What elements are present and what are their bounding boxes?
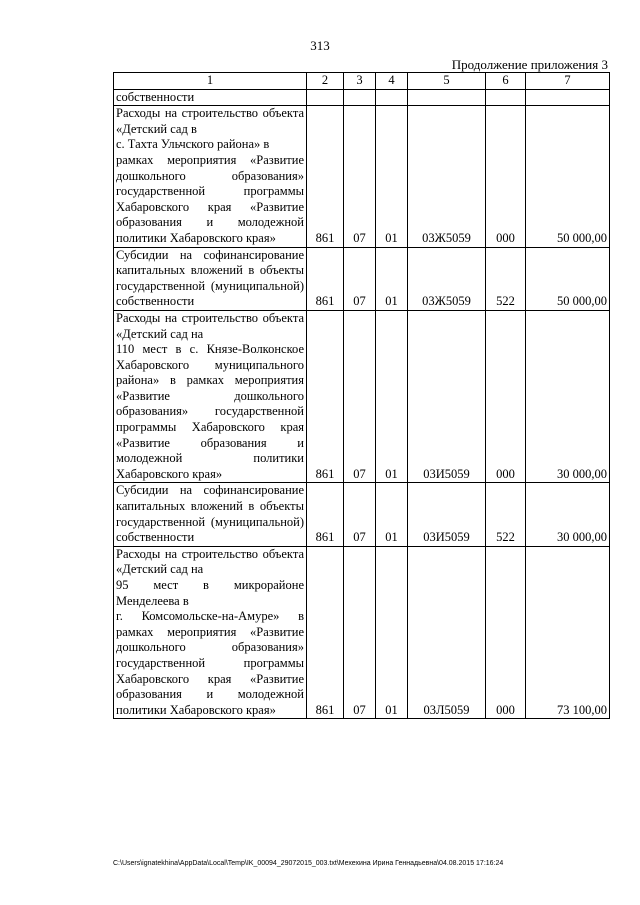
description-line: Субсидии на софинансирование капитальных вложений в объекты государственной (муниципальной) собственности — [116, 483, 304, 545]
table-row — [114, 310, 610, 483]
description-line: 110 мест в с. Князе-Волконское Хабаровского муниципального района» в рамках мероприятия «Развитие дошкольного образования» государственной программы Хабаровского края «Развитие образования и молодежной политики Хабаровского края» — [116, 342, 304, 481]
section-code — [344, 89, 376, 106]
amount: 73 100,00 — [526, 546, 610, 719]
table-row — [114, 247, 610, 310]
section-code: 07 — [344, 483, 376, 546]
description-line: Субсидии на софинансирование капитальных вложений в объекты государственной (муниципальной) собственности — [116, 247, 304, 309]
expense-type-code — [486, 89, 526, 106]
description-line: г. Комсомольске-на-Амуре» в рамках мероприятия «Развитие дошкольного образования» государственной программы Хабаровского края «Развитие образования и молодежной политики Хабаровского края» — [116, 609, 304, 717]
ministry-code: 861 — [307, 247, 344, 310]
expense-type-code: 000 — [486, 546, 526, 719]
target-article-code: 03Ж5059 — [408, 247, 486, 310]
table-body — [114, 73, 610, 719]
amount — [526, 89, 610, 106]
table-row — [114, 106, 610, 247]
section-code: 07 — [344, 310, 376, 483]
column-header: 1 — [114, 73, 307, 90]
row-description — [114, 310, 307, 483]
page-number: 313 — [310, 38, 330, 53]
table-row — [114, 546, 610, 719]
description-line: 95 мест в микрорайоне Менделеева в — [116, 578, 304, 608]
ministry-code: 861 — [307, 106, 344, 247]
budget-table — [113, 72, 610, 719]
table-header-row — [114, 73, 610, 90]
column-header: 7 — [526, 73, 610, 90]
section-code: 07 — [344, 106, 376, 247]
ministry-code: 861 — [307, 310, 344, 483]
description-line: Расходы на строительство объекта «Детский сад на — [116, 546, 304, 577]
column-header: 3 — [344, 73, 376, 90]
amount: 30 000,00 — [526, 483, 610, 546]
subsection-code: 01 — [376, 247, 408, 310]
row-description — [114, 483, 307, 546]
row-description — [114, 546, 307, 719]
description-line: Расходы на строительство объекта «Детский сад в — [116, 106, 304, 136]
description-line: с. Тахта Ульчского района» в — [116, 137, 270, 152]
expense-type-code: 000 — [486, 310, 526, 483]
column-header: 2 — [307, 73, 344, 90]
target-article-code: 03Л5059 — [408, 546, 486, 719]
expense-type-code: 000 — [486, 106, 526, 247]
expense-type-code: 522 — [486, 247, 526, 310]
subsection-code — [376, 89, 408, 106]
amount: 50 000,00 — [526, 247, 610, 310]
table-row — [114, 89, 610, 106]
ministry-code — [307, 89, 344, 106]
row-description — [114, 106, 307, 247]
description-line: Расходы на строительство объекта «Детский сад на — [116, 310, 304, 341]
continuation-caption: Продолжение приложения 3 — [451, 57, 608, 72]
amount: 50 000,00 — [526, 106, 610, 247]
description-line: рамках мероприятия «Развитие дошкольного образования» государственной программы Хабаровского края «Развитие образования и молодежной политики Хабаровского края» — [116, 152, 304, 245]
subsection-code: 01 — [376, 483, 408, 546]
subsection-code: 01 — [376, 310, 408, 483]
target-article-code: 03Ж5059 — [408, 106, 486, 247]
footer-path: C:\Users\ignatekhina\AppData\Local\Temp\IK_00094_29072015_003.txt\Мехехина Ирина Геннадьевна\04.08.2015 17:16:24 — [113, 860, 504, 867]
column-header: 6 — [486, 73, 526, 90]
section-code: 07 — [344, 247, 376, 310]
row-description — [114, 247, 307, 310]
column-header: 5 — [408, 73, 486, 90]
section-code: 07 — [344, 546, 376, 719]
ministry-code: 861 — [307, 546, 344, 719]
ministry-code: 861 — [307, 483, 344, 546]
table-row — [114, 483, 610, 546]
column-header: 4 — [376, 73, 408, 90]
row-description — [114, 89, 307, 106]
expense-type-code: 522 — [486, 483, 526, 546]
description-line: собственности — [116, 89, 195, 104]
target-article-code: 03И5059 — [408, 310, 486, 483]
amount: 30 000,00 — [526, 310, 610, 483]
target-article-code — [408, 89, 486, 106]
target-article-code: 03И5059 — [408, 483, 486, 546]
subsection-code: 01 — [376, 106, 408, 247]
subsection-code: 01 — [376, 546, 408, 719]
